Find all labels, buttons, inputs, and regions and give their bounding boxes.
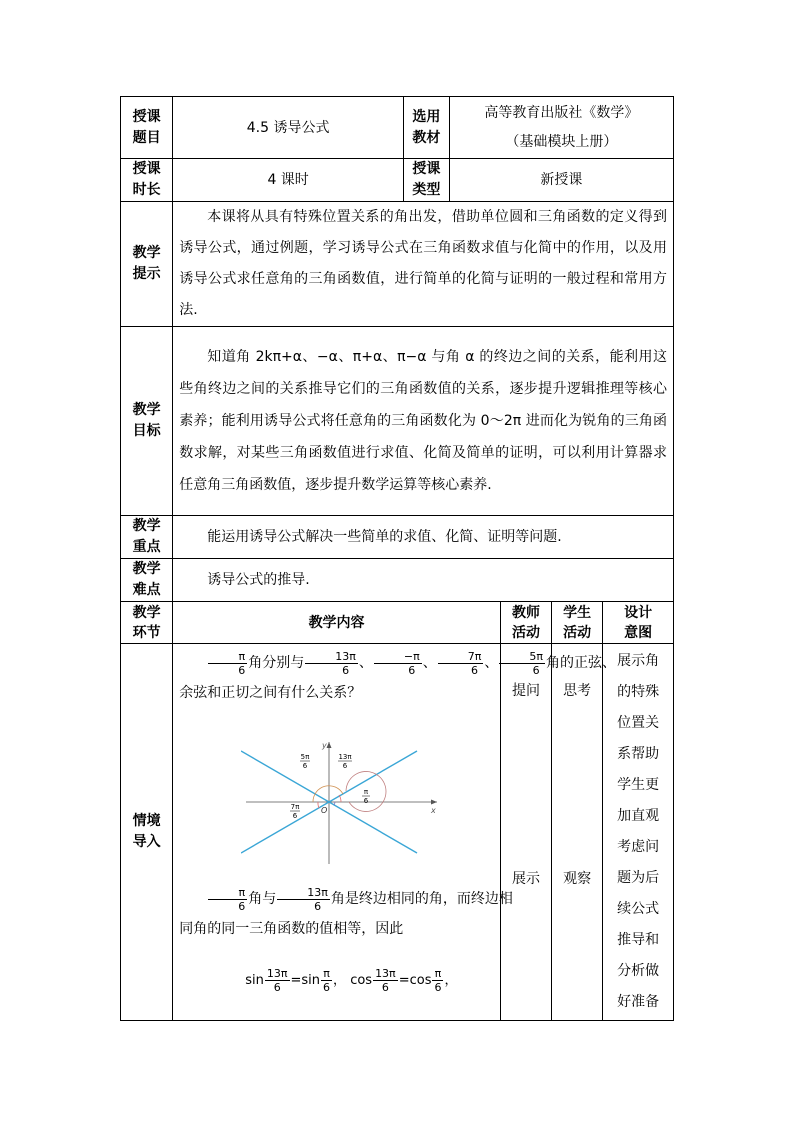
difficulties-text: 诱导公式的推导. xyxy=(173,559,674,602)
lesson-plan-table xyxy=(120,96,674,1021)
goals-label: 教学 目标 xyxy=(121,327,173,516)
key-points-label: 教学 重点 xyxy=(121,516,173,559)
type-label: 授课 类型 xyxy=(404,159,450,202)
duration-value: 4 课时 xyxy=(173,159,404,202)
tips-label: 教学 提示 xyxy=(121,202,173,327)
arc-pi-6 xyxy=(339,795,341,802)
angle-label-5pi: 5π xyxy=(300,753,310,761)
teacher-activities: 提问 展示 xyxy=(500,644,551,1021)
x-axis-label: x xyxy=(431,806,436,815)
textbook-label: 选用 教材 xyxy=(404,97,450,159)
angle-label-13pi-den: 6 xyxy=(343,762,348,770)
tips-text: 本课将从具有特殊位置关系的角出发，借助单位圆和三角函数的定义得到诱导公式，通过例题，学习诱导公式在三角函数求值与化简中的作用，以及用诱导公式求任意角的三角函数值，进行简单的化简与证明的一般过程和常用方法. xyxy=(173,202,674,327)
frac-7pi-6: $\frac{7\pi}{6}$ xyxy=(438,650,484,677)
angle-label-7pi: 7π xyxy=(290,803,300,811)
topic-value: 4.5 诱导公式 xyxy=(173,97,404,159)
intro-question: $\frac{\pi}{6}$ 角分别与 $\frac{13\pi}{6}$ 、 $\frac{-\pi}{6}$ 、 $\frac{7\pi}{6}$ 、 $\frac{5\pi}{6}$ 角的正弦、 余弦和正切之间有什么关系？ xyxy=(179,649,616,701)
design-intent: 展示角 的特殊 位置关 系帮助 学生更 加直观 考虑问 题为后 续公式 推导和 分析做 好准备 xyxy=(603,644,674,1021)
difficulties-label: 教学 难点 xyxy=(121,559,173,602)
x-axis-arrow xyxy=(431,800,437,805)
intro-stage-label: 情境 导入 xyxy=(121,644,173,1021)
intent-col-header: 设计 意图 xyxy=(603,602,674,644)
student-activities: 思考 观察 xyxy=(552,644,603,1021)
arc-7pi-6 xyxy=(318,802,319,808)
arc-neg-pi-6 xyxy=(334,802,335,805)
textbook-value: 高等教育出版社《数学》 （基础模块上册） xyxy=(449,97,673,159)
duration-label: 授课 时长 xyxy=(121,159,173,202)
goals-text: 知道角 2kπ+α、−α、π+α、π−α 与角 α 的终边之间的关系，能利用这些角终边之间的关系推导它们的三角函数值的关系，逐步提升逻辑推理等核心素养；能利用诱导公式将任意角的三角函数化为 0～2π 进而化为锐角的三角函数求解，对某些三角函数值进行求值、化简及简单的证明，可以利用计算器求任意角三角函数值，逐步提升数学运算等核心素养. xyxy=(173,327,674,516)
frac-neg-pi-6: $\frac{-\pi}{6}$ xyxy=(374,650,422,677)
content-col-header: 教学内容 xyxy=(173,602,501,644)
topic-label: 授课 题目 xyxy=(121,97,173,159)
angle-label-pi: π xyxy=(364,788,369,796)
frac-13pi-6: $\frac{13\pi}{6}$ xyxy=(305,650,358,677)
frac-5pi-6: $\frac{5\pi}{6}$ xyxy=(499,650,545,677)
y-axis-label: y xyxy=(322,741,327,750)
angle-label-5pi-den: 6 xyxy=(303,762,308,770)
frac-13pi-6-b: $\frac{13\pi}{6}$ xyxy=(277,886,330,913)
intro-explanation: $\frac{\pi}{6}$ 角与 $\frac{13\pi}{6}$ 角是终边相同的角，而终边相 同角的同一三角函数的值相等，因此 xyxy=(179,885,513,937)
angle-label-pi-den: 6 xyxy=(364,797,369,805)
angle-label-13pi: 13π xyxy=(338,753,352,761)
y-axis-arrow xyxy=(327,742,332,748)
key-points-text: 能运用诱导公式解决一些简单的求值、化简、证明等问题. xyxy=(173,516,674,559)
teacher-col-header: 教师 活动 xyxy=(500,602,551,644)
angle-diagram xyxy=(241,740,441,864)
arc-5pi-6 xyxy=(313,786,343,802)
frac-pi-6-b: $\frac{\pi}{6}$ xyxy=(208,886,247,913)
frac-pi-6: $\frac{\pi}{6}$ xyxy=(208,650,247,677)
type-value: 新授课 xyxy=(449,159,673,202)
stage-col-header: 教学 环节 xyxy=(121,602,173,644)
origin-label: O xyxy=(321,806,328,815)
intro-formula: sin $\frac{13\pi}{6}$ =sin $\frac{\pi}{6}$ ， cos $\frac{13\pi}{6}$ =cos $\frac{\pi}{6}$ ， xyxy=(245,967,458,994)
angle-label-7pi-den: 6 xyxy=(293,812,298,820)
student-col-header: 学生 活动 xyxy=(552,602,603,644)
